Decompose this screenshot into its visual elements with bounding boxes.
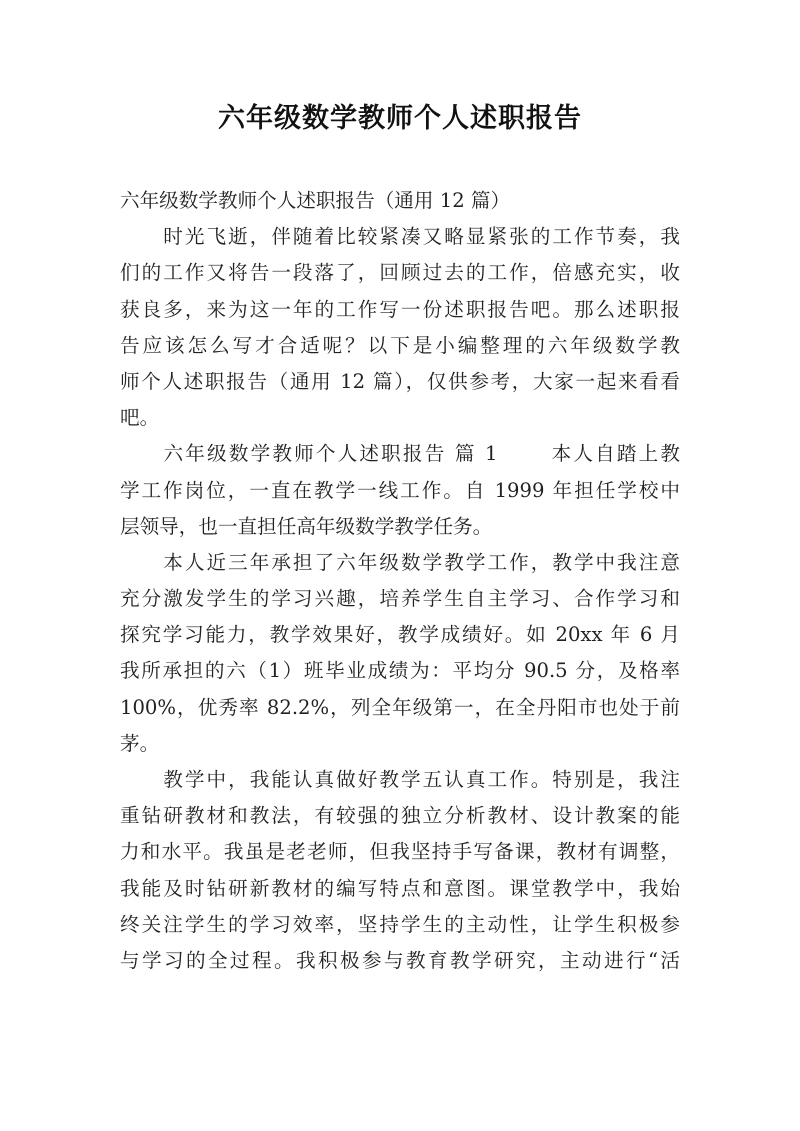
- paragraph-line: 我能及时钻研新教材的编写特点和意图。课堂教学中，我始: [120, 876, 680, 900]
- paragraph-line: 充分激发学生的学习兴趣，培养学生自主学习、合作学习和: [120, 587, 680, 611]
- document-title: 六年级数学教师个人述职报告: [218, 103, 582, 134]
- subtitle-paragraph: [120, 183, 680, 219]
- paragraph-line: 重钻研教材和教法，有较强的独立分析教材、设计教案的能: [120, 804, 680, 828]
- paragraph-line: 们的工作又将告一段落了，回顾过去的工作，倍感充实，收: [120, 261, 680, 285]
- paragraph-line: 终关注学生的学习效率，坚持学生的主动性，让学生积极参: [120, 912, 680, 936]
- paragraph-line: 力和水平。我虽是老老师，但我坚持手写备课，教材有调整，: [120, 840, 680, 864]
- paragraph-line: 获良多，来为这一年的工作写一份述职报告吧。那么述职报: [120, 297, 680, 321]
- paragraph-line: 本人近三年承担了六年级数学教学工作，教学中我注意: [120, 550, 680, 574]
- paragraph-line: 学工作岗位，一直在教学一线工作。自 1999 年担任学校中: [120, 478, 680, 502]
- paragraph-line: 与学习的全过程。我积极参与教育教学研究，主动进行“活: [120, 948, 680, 972]
- paragraph-line: 层领导，也一直担任高年级数学教学任务。: [120, 514, 493, 538]
- paragraph-line: 六年级数学教师个人述职报告 篇 1 本人自踏上教: [120, 442, 680, 466]
- paragraph-line: 教学中，我能认真做好教学五认真工作。特别是，我注: [120, 768, 680, 791]
- paragraph-teaching-work: [120, 762, 680, 979]
- paragraph-intro: [120, 219, 680, 436]
- paragraph-line: 100%，优秀率 82.2%，列全年级第一，在全丹阳市也处于前: [120, 695, 680, 719]
- paragraph-line: 时光飞逝，伴随着比较紧凑又略显紧张的工作节奏，我: [120, 225, 680, 249]
- paragraph-line: 我所承担的六（1）班毕业成绩为：平均分 90.5 分，及格率: [120, 659, 680, 683]
- paragraph-line: 探究学习能力，教学效果好，教学成绩好。如 20xx 年 6 月: [120, 623, 680, 647]
- paragraph-line: 吧。: [120, 406, 160, 430]
- paragraph-line: 茅。: [120, 731, 160, 755]
- subtitle-line: 六年级数学教师个人述职报告（通用 12 篇）: [120, 189, 511, 212]
- paragraph-line: 师个人述职报告（通用 12 篇），仅供参考，大家一起来看看: [120, 369, 680, 393]
- paragraph-section-1: [120, 436, 680, 545]
- paragraph-line: 告应该怎么写才合适呢？以下是小编整理的六年级数学教: [120, 333, 680, 357]
- document-body: [120, 183, 680, 979]
- paragraph-teaching-results: [120, 545, 680, 762]
